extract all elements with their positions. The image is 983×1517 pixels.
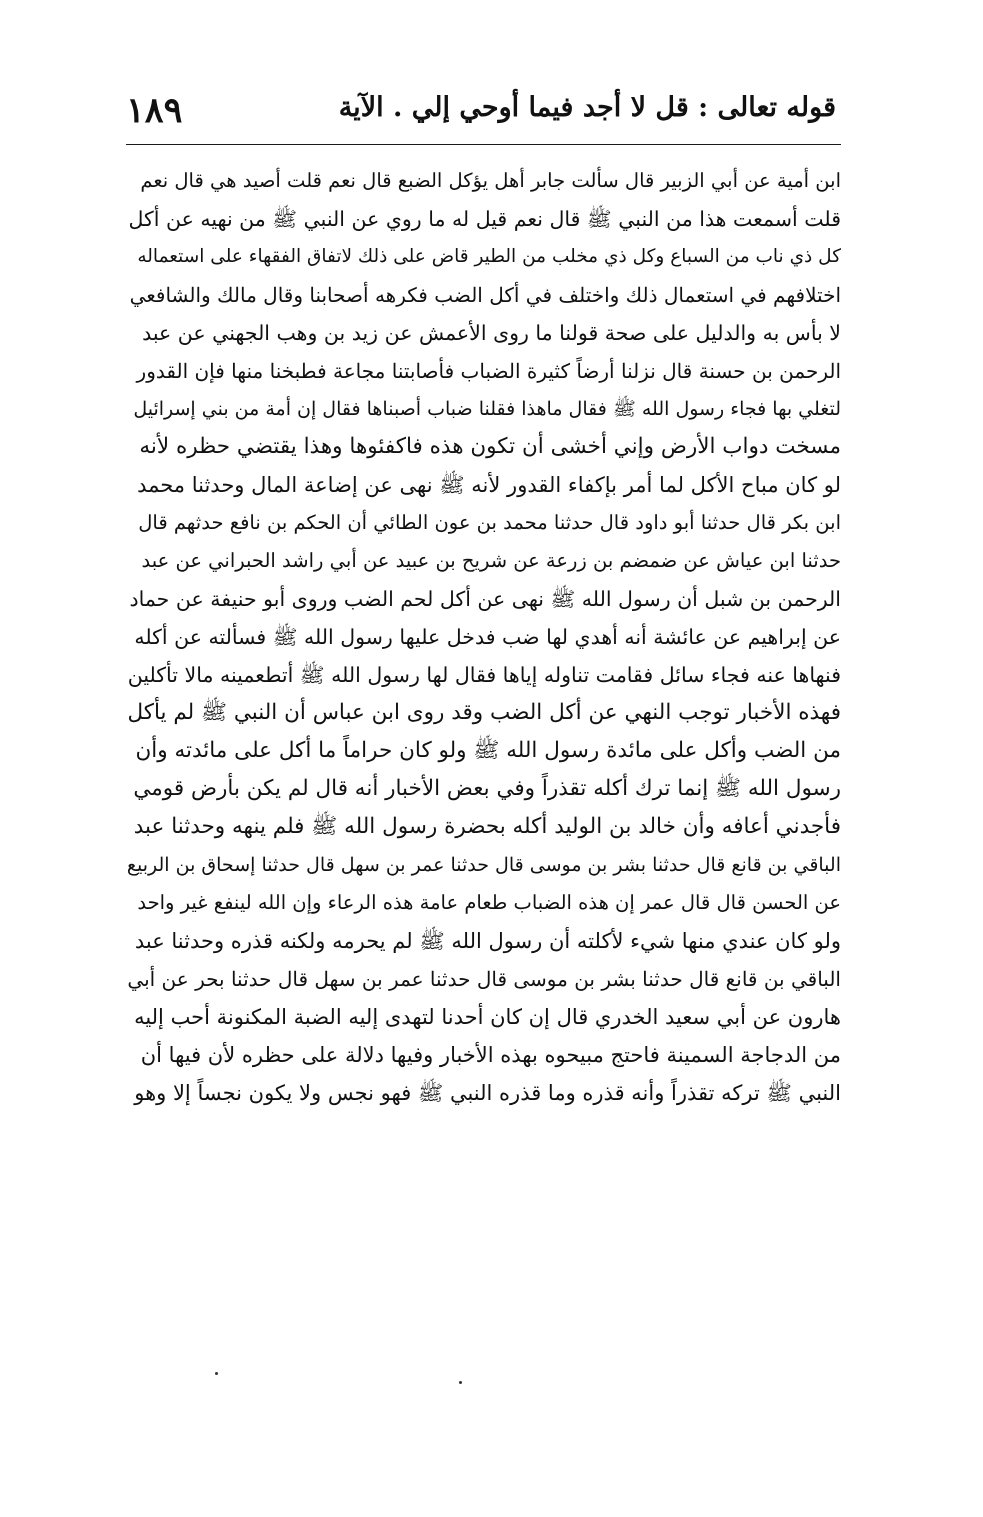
text-line: حدثنا ابن عياش عن ضمضم بن زرعة عن شريح بن عبيد عن أبي راشد الحبراني عن عبد xyxy=(141,549,841,572)
text-line: كل ذي ناب من السباع وكل ذي مخلب من الطير قاض على ذلك لاتفاق الفقهاء على استعماله xyxy=(137,246,841,267)
text-line: ابن أمية عن أبي الزبير قال سألت جابر أهل يؤكل الضبع قال نعم قلت أصيد هي قال نعم xyxy=(140,169,841,192)
header-rule xyxy=(126,144,841,145)
text-line: النبي ﷺ تركه تقذراً وأنه قذره وما قذره النبي ﷺ فهو نجس ولا يكون نجساً إلا وهو xyxy=(134,1081,841,1105)
text-line: ابن بكر قال حدثنا أبو داود قال حدثنا محمد بن عون الطائي أن الحكم بن نافع حدثهم قال xyxy=(138,511,841,534)
text-line: فنهاها عنه فجاء سائل فقامت تناوله إياها فقال لها رسول الله ﷺ أتطعمينه مالا تأكلين xyxy=(127,663,841,687)
running-title: قوله تعالى : قل لا أجد فيما أوحي إلي . الآية xyxy=(338,92,836,123)
text-line: لا بأس به والدليل على صحة قولنا ما روى الأعمش عن زيد بن وهب الجهني عن عبد xyxy=(142,321,841,345)
text-line: هارون عن أبي سعيد الخدري قال إن كان أحدنا لتهدى إليه الضبة المكنونة أحب إليه xyxy=(134,1005,841,1029)
text-line: لتغلي بها فجاء رسول الله ﷺ فقال ماهذا فقلنا ضباب أصبناها فقال إن أمة من بني إسرائيل xyxy=(133,398,841,420)
page-header xyxy=(126,90,836,138)
text-line: اختلافهم في استعمال ذلك واختلف في أكل الضب فكرهه أصحابنا وقال مالك والشافعي xyxy=(129,283,841,307)
text-line: من الضب وأكل على مائدة رسول الله ﷺ ولو كان حراماً ما أكل على مائدته وأن xyxy=(135,738,841,763)
text-line: الباقي بن قانع قال حدثنا بشر بن موسى قال حدثنا عمر بن سهل قال حدثنا بحر عن أبي xyxy=(127,967,841,991)
text-line: الرحمن بن حسنة قال نزلنا أرضاً كثيرة الضباب فأصابتنا مجاعة فطبخنا منها فإن القدور xyxy=(136,359,841,383)
text-line: رسول الله ﷺ إنما ترك أكله تقذراً وفي بعض الأخبار أنه قال لم يكن بأرض قومي xyxy=(133,776,841,801)
text-line: ولو كان عندي منها شيء لأكلته أن رسول الله ﷺ لم يحرمه ولكنه قذره وحدثنا عبد xyxy=(134,929,841,953)
text-line: عن الحسن قال قال عمر إن هذه الضباب طعام عامة هذه الرعاء وإن الله لينفع غير واحد xyxy=(137,891,841,914)
text-line: عن إبراهيم عن عائشة أنه أهدي لها ضب فدخل عليها رسول الله ﷺ فسألته عن أكله xyxy=(134,625,841,649)
text-line: لو كان مباح الأكل لما أمر بإكفاء القدور لأنه ﷺ نهى عن إضاعة المال وحدثنا محمد xyxy=(137,473,841,497)
text-line: الرحمن بن شبل أن رسول الله ﷺ نهى عن أكل لحم الضب وروى أبو حنيفة عن حماد xyxy=(129,587,841,611)
scan-speck xyxy=(459,1381,462,1384)
scan-speck xyxy=(215,1372,218,1375)
text-line: مسخت دواب الأرض وإني أخشى أن تكون هذه فاكفئوها وهذا يقتضي حظره لأنه xyxy=(139,434,841,459)
text-line: الباقي بن قانع قال حدثنا بشر بن موسى قال حدثنا عمر بن سهل قال حدثنا إسحاق بن الربيع xyxy=(126,854,841,876)
text-line: فهذه الأخبار توجب النهي عن أكل الضب وقد روى ابن عباس أن النبي ﷺ لم يأكل xyxy=(127,700,841,725)
text-line: فأجدني أعافه وأن خالد بن الوليد أكله بحضرة رسول الله ﷺ فلم ينهه وحدثنا عبد xyxy=(133,814,841,839)
text-line: قلت أسمعت هذا من النبي ﷺ قال نعم قيل له ما روي عن النبي ﷺ من نهيه عن أكل xyxy=(128,207,841,231)
text-line: من الدجاجة السمينة فاحتج مبيحوه بهذه الأخبار وفيها دلالة على حظره لأن فيها أن xyxy=(140,1043,841,1067)
page-number: ١٨٩ xyxy=(126,90,183,131)
body-text xyxy=(126,162,841,1112)
